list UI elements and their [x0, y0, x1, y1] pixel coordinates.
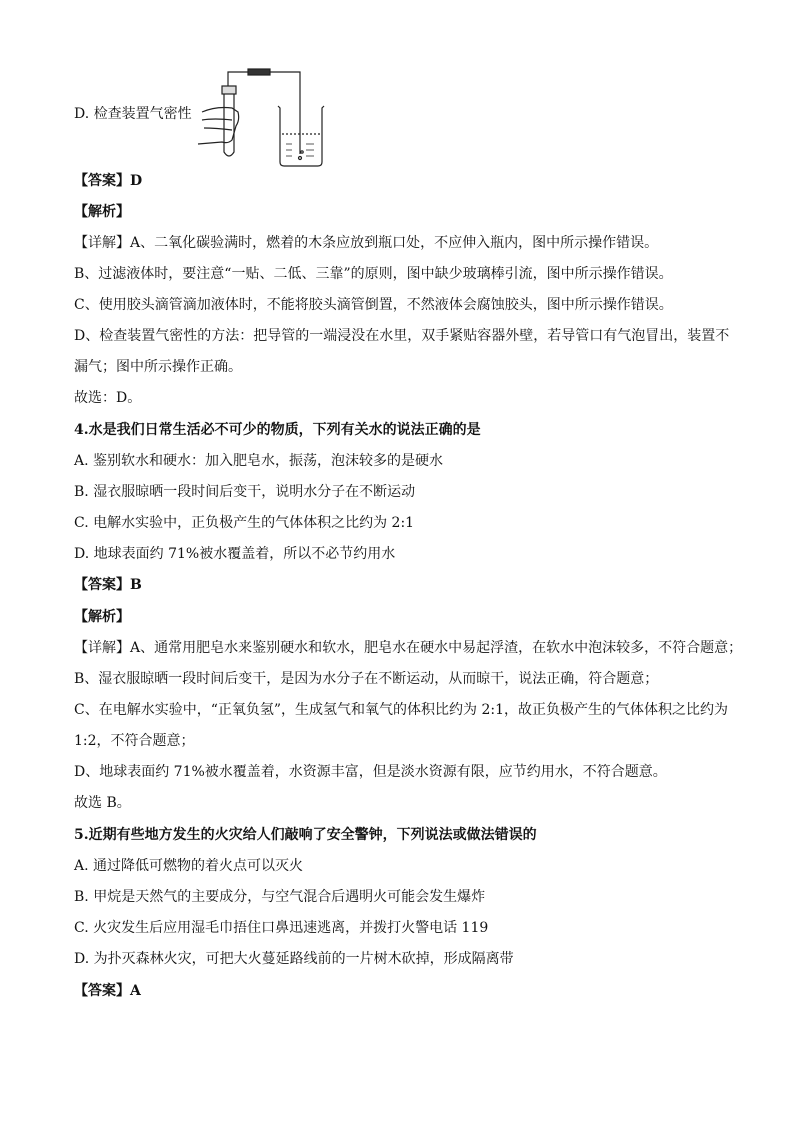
- q5-option-b: B. 甲烷是天然气的主要成分，与空气混合后遇明火可能会发生爆炸: [74, 889, 486, 905]
- q4-option-a: A. 鉴别软水和硬水：加入肥皂水，振荡，泡沫较多的是硬水: [74, 453, 444, 469]
- q4-answer: 【答案】B: [74, 577, 142, 593]
- option-d-text: D. 检查装置气密性: [74, 106, 192, 122]
- q4-detail-d: D、地球表面约 71%被水覆盖着，水资源丰富，但是淡水资源有限，应节约用水，不符合题意。: [74, 764, 667, 780]
- q4-analysis-label: 【解析】: [74, 609, 130, 625]
- q3-detail-c: C、使用胶头滴管滴加液体时，不能将胶头滴管倒置，不然液体会腐蚀胶头，图中所示操作错误。: [74, 297, 673, 313]
- q4-choice: 故选 B。: [74, 795, 131, 811]
- q5-answer: 【答案】A: [74, 983, 141, 999]
- q4-option-b: B. 湿衣服晾晒一段时间后变干，说明水分子在不断运动: [74, 484, 416, 500]
- q5-option-d: D. 为扑灭森林火灾，可把大火蔓延路线前的一片树木砍掉，形成隔离带: [74, 951, 514, 967]
- q3-choice: 故选：D。: [74, 390, 142, 406]
- q4-detail-b: B、湿衣服晾晒一段时间后变干，是因为水分子在不断运动，从而晾干，说法正确，符合题意；: [74, 671, 659, 687]
- q4-option-c: C. 电解水实验中，正负极产生的气体体积之比约为 2:1: [74, 515, 415, 531]
- q3-detail-b: B、过滤液体时，要注意“一贴、二低、三靠”的原则，图中缺少玻璃棒引流，图中所示操作错误。: [74, 266, 673, 282]
- q4-option-d: D. 地球表面约 71%被水覆盖着，所以不必节约用水: [74, 546, 396, 562]
- q4-stem: 4.水是我们日常生活必不可少的物质，下列有关水的说法正确的是: [74, 422, 481, 438]
- q3-analysis-label: 【解析】: [74, 204, 130, 220]
- connecting-tube-drawing: [248, 69, 300, 154]
- q5-stem: 5.近期有些地方发生的火灾给人们敲响了安全警钟，下列说法或做法错误的: [74, 827, 537, 843]
- hand-test-tube-drawing: [198, 72, 248, 156]
- q3-detail-a: 【详解】A、二氧化碳验满时，燃着的木条应放到瓶口处，不应伸入瓶内，图中所示操作错误。: [74, 235, 659, 251]
- airtightness-apparatus-figure: [188, 60, 348, 170]
- q5-option-c: C. 火灾发生后应用湿毛巾捂住口鼻迅速逃离，并拨打火警电话 119: [74, 920, 489, 936]
- q5-option-a: A. 通过降低可燃物的着火点可以灭火: [74, 858, 304, 874]
- q3-detail-d-line1: D、检查装置气密性的方法：把导管的一端浸没在水里，双手紧贴容器外壁，若导管口有气泡冒出，装置不: [74, 328, 730, 344]
- q4-detail-a: 【详解】A、通常用肥皂水来鉴别硬水和软水，肥皂水在硬水中易起浮渣，在软水中泡沫较多，不符合题意；: [74, 640, 743, 656]
- q4-detail-c-line2: 1:2，不符合题意；: [74, 733, 195, 749]
- q3-detail-d-line2: 漏气；图中所示操作正确。: [74, 359, 242, 375]
- q4-detail-c-line1: C、在电解水实验中，“正氧负氢”，生成氢气和氧气的体积比约为 2:1，故正负极产生的气体体积之比约为: [74, 702, 729, 718]
- q3-answer: 【答案】D: [74, 173, 143, 189]
- beaker-drawing: [278, 106, 324, 166]
